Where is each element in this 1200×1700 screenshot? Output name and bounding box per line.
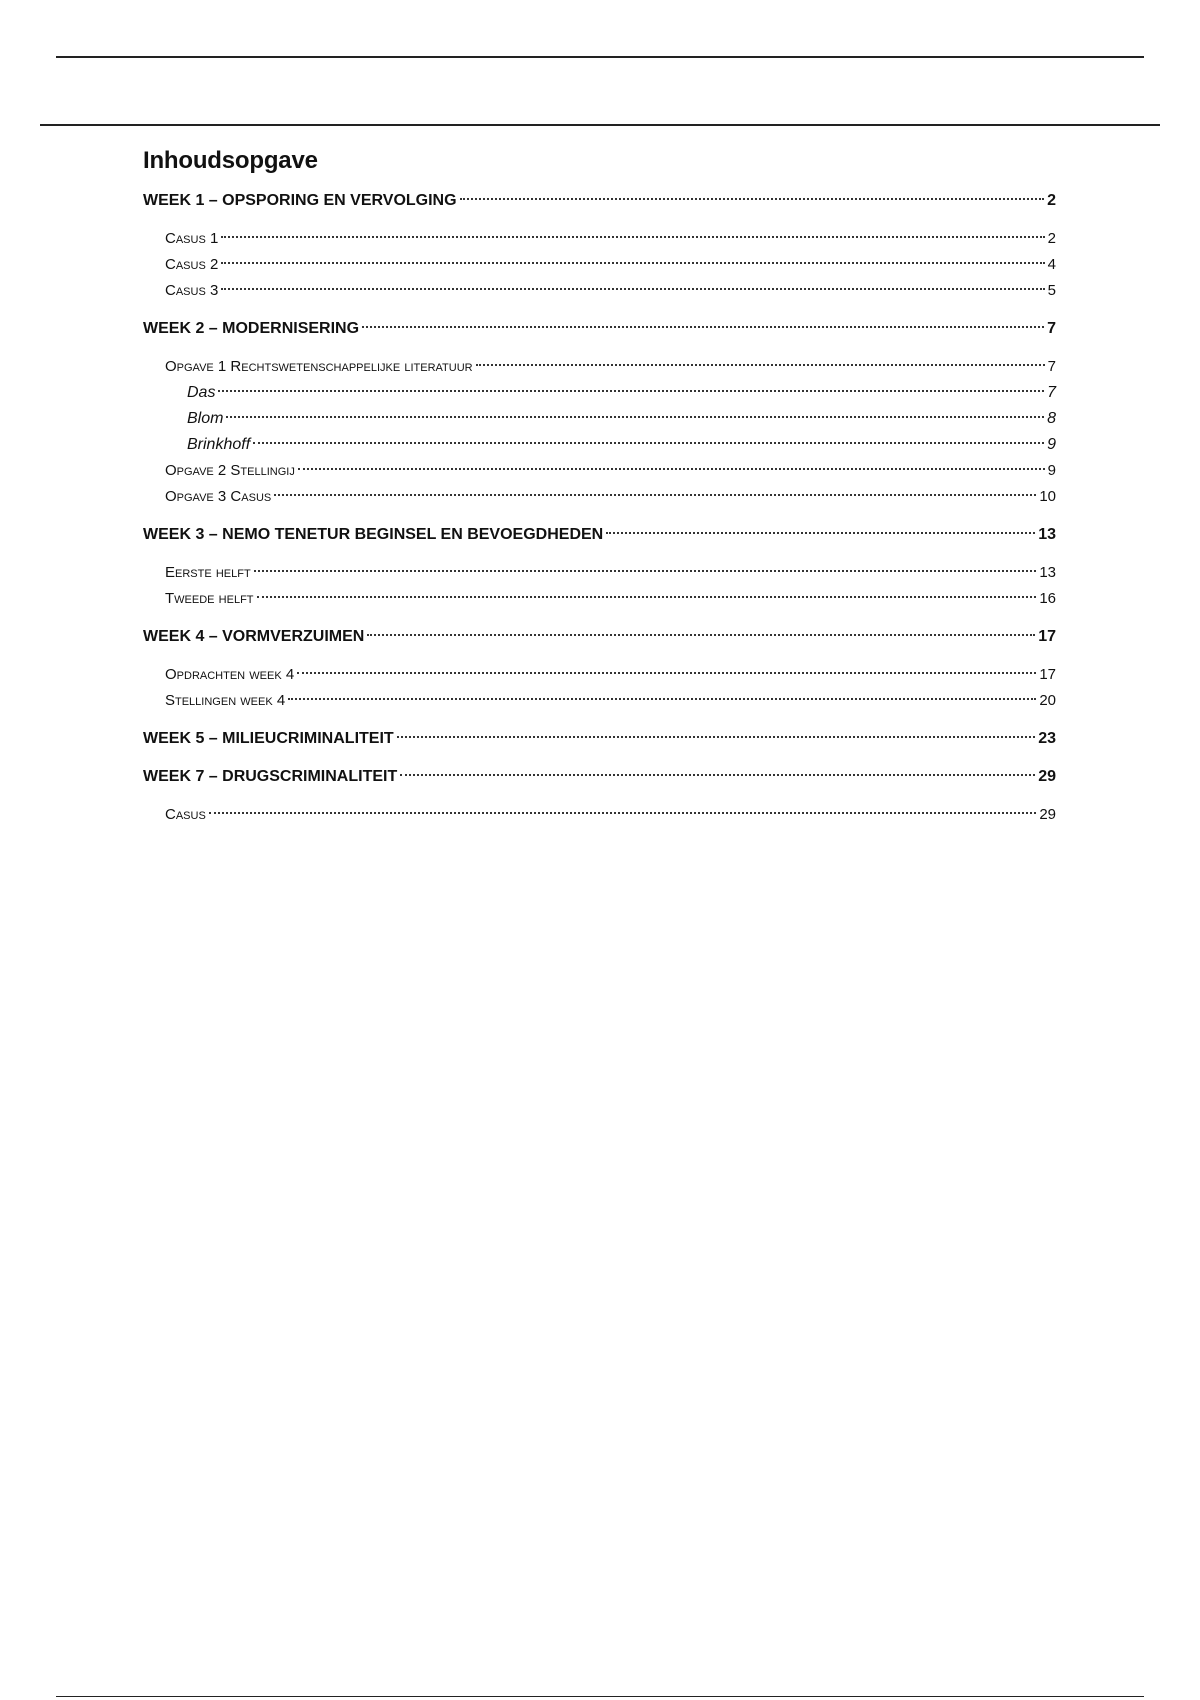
dot-leader: [221, 236, 1044, 238]
dot-leader: [288, 698, 1036, 700]
toc-entry-label: Tweede helft: [165, 590, 254, 607]
toc-entry-eerste-helft[interactable]: [143, 560, 1056, 586]
toc-entry-label: Opdrachten week 4: [165, 666, 295, 683]
toc-entry-label: WEEK 2 – MODERNISERING: [143, 320, 360, 337]
dot-leader: [400, 774, 1035, 776]
toc-entry-label: WEEK 5 – MILIEUCRIMINALITEIT: [143, 730, 394, 747]
toc-entry-page: 13: [1038, 526, 1056, 543]
dot-leader: [298, 468, 1045, 470]
toc-entry-week-5[interactable]: [143, 726, 1056, 752]
toc-entry-casus[interactable]: [143, 802, 1056, 828]
toc-entry-label: Casus: [165, 806, 206, 823]
table-of-contents: [143, 146, 1056, 828]
toc-entry-page: 17: [1038, 628, 1056, 645]
toc-entry-label: WEEK 3 – NEMO TENETUR BEGINSEL EN BEVOEGDHEDEN: [143, 526, 604, 543]
toc-entry-label: Das: [187, 384, 216, 401]
toc-entry-label: WEEK 7 – DRUGSCRIMINALITEIT: [143, 768, 398, 785]
toc-entry-label: Brinkhoff: [187, 436, 251, 453]
toc-entry-stellingen-week-4[interactable]: [143, 688, 1056, 714]
toc-entry-page: 17: [1039, 666, 1056, 683]
toc-entry-week-3[interactable]: [143, 522, 1056, 548]
toc-entry-page: 8: [1047, 410, 1056, 427]
toc-entry-brinkhoff[interactable]: [143, 432, 1056, 458]
toc-entry-label: Opgave 1 Rechtswetenschappelijke literatuur: [165, 358, 473, 375]
toc-entry-das[interactable]: [143, 380, 1056, 406]
toc-entry-label: WEEK 1 – OPSPORING EN VERVOLGING: [143, 192, 457, 209]
dot-leader: [397, 736, 1036, 738]
dot-leader: [476, 364, 1045, 366]
toc-entry-page: 7: [1047, 358, 1056, 375]
toc-entry-page: 20: [1039, 692, 1056, 709]
toc-entry-casus-3[interactable]: [143, 278, 1056, 304]
toc-entry-week-2[interactable]: [143, 316, 1056, 342]
dot-leader: [218, 390, 1044, 392]
toc-entry-page: 5: [1047, 282, 1056, 299]
toc-entry-page: 4: [1047, 256, 1056, 273]
toc-entry-week-4[interactable]: [143, 624, 1056, 650]
toc-entry-label: Blom: [187, 410, 224, 427]
dot-leader: [362, 326, 1044, 328]
toc-entry-page: 29: [1039, 806, 1056, 823]
dot-leader: [221, 262, 1044, 264]
toc-entry-casus-2[interactable]: [143, 252, 1056, 278]
toc-list: [143, 188, 1056, 828]
toc-entry-opdrachten-week-4[interactable]: [143, 662, 1056, 688]
toc-entry-blom[interactable]: [143, 406, 1056, 432]
toc-entry-label: Casus 3: [165, 282, 219, 299]
toc-entry-week-1[interactable]: [143, 188, 1056, 214]
toc-entry-label: Casus 2: [165, 256, 219, 273]
dot-leader: [253, 442, 1044, 444]
toc-entry-page: 7: [1047, 320, 1056, 337]
toc-entry-page: 13: [1039, 564, 1056, 581]
dot-leader: [257, 596, 1037, 598]
dot-leader: [274, 494, 1036, 496]
toc-entry-page: 9: [1047, 436, 1056, 453]
bottom-rule: [56, 1696, 1144, 1697]
toc-entry-opgave-1[interactable]: [143, 354, 1056, 380]
top-rule: [56, 56, 1144, 58]
toc-entry-label: WEEK 4 – VORMVERZUIMEN: [143, 628, 365, 645]
dot-leader: [297, 672, 1036, 674]
dot-leader: [254, 570, 1037, 572]
toc-entry-label: Stellingen week 4: [165, 692, 286, 709]
toc-entry-page: 9: [1047, 462, 1056, 479]
toc-entry-page: 7: [1047, 384, 1056, 401]
header-rule: [40, 124, 1160, 126]
toc-entry-label: Casus 1: [165, 230, 219, 247]
toc-entry-opgave-3[interactable]: [143, 484, 1056, 510]
dot-leader: [209, 812, 1037, 814]
toc-entry-page: 10: [1039, 488, 1056, 505]
toc-entry-label: Opgave 3 Casus: [165, 488, 272, 505]
toc-entry-label: Eerste helft: [165, 564, 251, 581]
dot-leader: [226, 416, 1044, 418]
dot-leader: [606, 532, 1035, 534]
toc-entry-tweede-helft[interactable]: [143, 586, 1056, 612]
toc-entry-casus-1[interactable]: [143, 226, 1056, 252]
toc-entry-opgave-2[interactable]: [143, 458, 1056, 484]
toc-entry-page: 16: [1039, 590, 1056, 607]
toc-entry-week-7[interactable]: [143, 764, 1056, 790]
toc-entry-page: 29: [1038, 768, 1056, 785]
dot-leader: [367, 634, 1035, 636]
dot-leader: [460, 198, 1045, 200]
dot-leader: [221, 288, 1044, 290]
toc-entry-label: Opgave 2 Stellingij: [165, 462, 295, 479]
toc-entry-page: 2: [1047, 230, 1056, 247]
toc-entry-page: 23: [1038, 730, 1056, 747]
toc-title: Inhoudsopgave: [143, 147, 318, 174]
toc-entry-page: 2: [1047, 192, 1056, 209]
